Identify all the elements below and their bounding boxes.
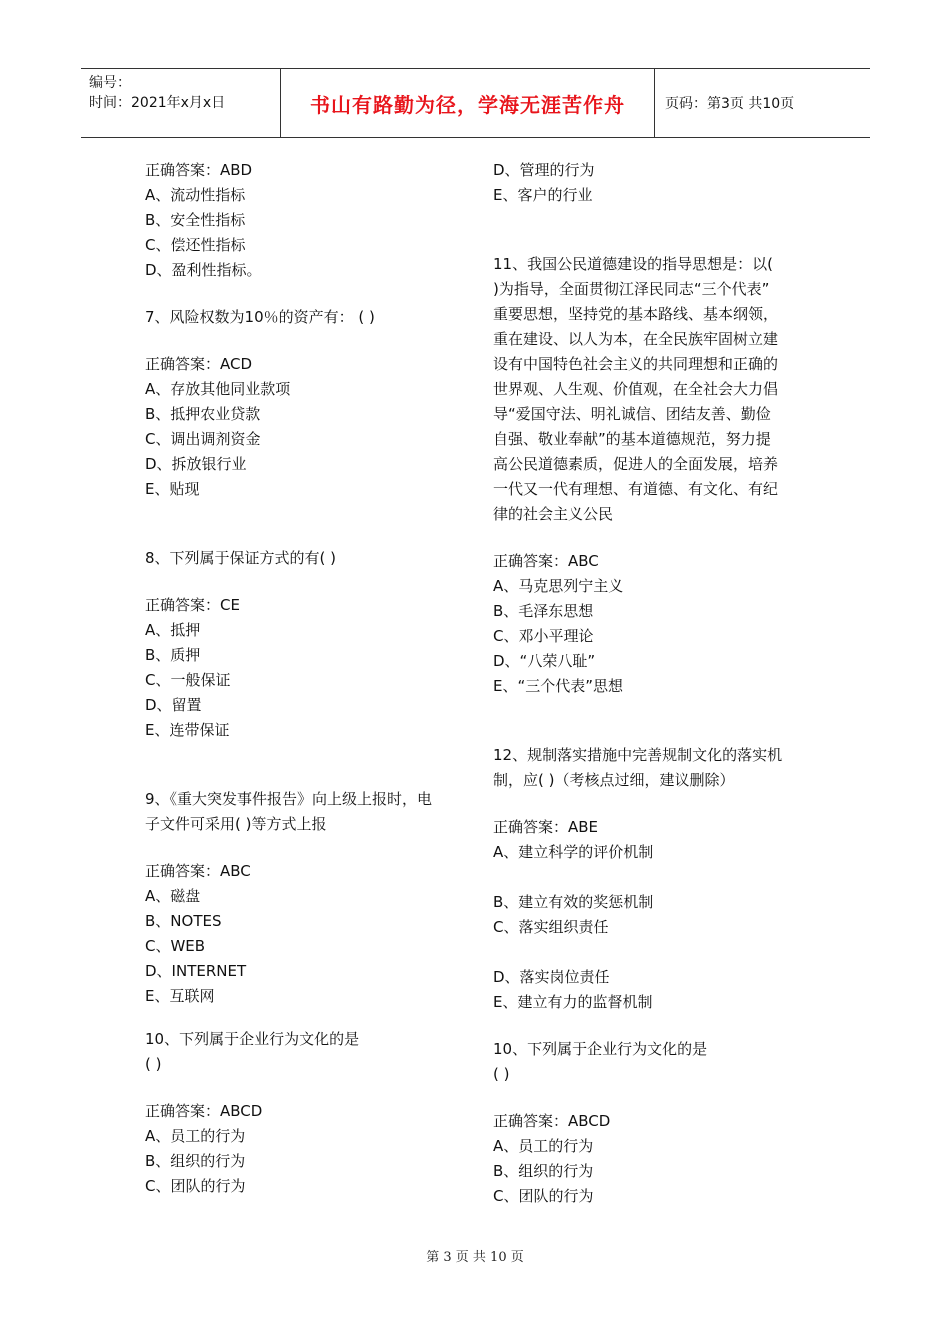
option-e: E、连带保证 xyxy=(145,721,230,739)
option-c: C、WEB xyxy=(145,937,206,955)
question-11 xyxy=(493,252,808,699)
question-text: 10、下列属于企业行为文化的是 xyxy=(145,1030,360,1048)
option-b: B、安全性指标 xyxy=(145,211,246,229)
option-b: B、建立有效的奖惩机制 xyxy=(493,893,654,911)
option-c: C、团队的行为 xyxy=(493,1187,594,1205)
question-8 xyxy=(145,546,465,743)
question-10 xyxy=(145,1027,465,1199)
option-e: E、互联网 xyxy=(145,987,215,1005)
question-text: 11、我国公民道德建设的指导思想是：以( xyxy=(493,255,773,273)
question-text: 12、规制落实措施中完善规制文化的落实机 xyxy=(493,746,783,764)
question-text: 8、下列属于保证方式的有( ) xyxy=(145,549,337,567)
question-text: 子文件可采用( )等方式上报 xyxy=(145,815,327,833)
option-a: A、马克思列宁主义 xyxy=(493,577,624,595)
option-d: D、拆放银行业 xyxy=(145,455,247,473)
option-d: D、留置 xyxy=(145,696,202,714)
question-text: 一代又一代有理想、有道德、有文化、有纪 xyxy=(493,480,779,498)
answer-line: 正确答案：ABC xyxy=(145,862,251,880)
option-a: A、存放其他同业款项 xyxy=(145,380,291,398)
option-c: C、一般保证 xyxy=(145,671,231,689)
right-column xyxy=(493,158,808,1209)
question-text: 世界观、人生观、价值观，在全社会大力倡 xyxy=(493,380,779,398)
option-a: A、磁盘 xyxy=(145,887,201,905)
question-text: 高公民道德素质，促进人的全面发展，培养 xyxy=(493,455,779,473)
question-text: 10、下列属于企业行为文化的是 xyxy=(493,1040,708,1058)
question-text: 重在建设、以人为本，在全民族牢固树立建 xyxy=(493,330,779,348)
option-b: B、组织的行为 xyxy=(493,1162,594,1180)
option-b: B、质押 xyxy=(145,646,201,664)
question-text: 制，应( )（考核点过细，建议删除） xyxy=(493,771,735,789)
question-7 xyxy=(145,305,465,502)
answer-line: 正确答案：ABC xyxy=(493,552,599,570)
header-meta xyxy=(81,69,281,137)
option-b: B、NOTES xyxy=(145,912,222,930)
question-text: 律的社会主义公民 xyxy=(493,505,614,523)
option-c: C、落实组织责任 xyxy=(493,918,609,936)
option-a: A、建立科学的评价机制 xyxy=(493,843,654,861)
question-10-repeat xyxy=(493,1037,808,1209)
time-label: 时间：2021年x月x日 xyxy=(89,95,226,111)
page-header xyxy=(81,68,870,138)
question-text: ( ) xyxy=(493,1065,510,1083)
question-text: )为指导，全面贯彻江泽民同志“三个代表” xyxy=(493,280,770,298)
question-12 xyxy=(493,743,808,1015)
answer-line: 正确答案：ABE xyxy=(493,818,599,836)
option-a: A、抵押 xyxy=(145,621,201,639)
option-c: C、偿还性指标 xyxy=(145,236,246,254)
answer-line: 正确答案：CE xyxy=(145,596,240,614)
option-c: C、调出调剂资金 xyxy=(145,430,261,448)
option-a: A、流动性指标 xyxy=(145,186,246,204)
question-10-continued xyxy=(493,158,808,208)
question-text: 设有中国特色社会主义的共同理想和正确的 xyxy=(493,355,779,373)
option-e: E、建立有力的监督机制 xyxy=(493,993,653,1011)
answer-line: 正确答案：ABD xyxy=(145,161,253,179)
left-column xyxy=(145,158,465,1199)
question-text: 重要思想，坚持党的基本路线、基本纲领， xyxy=(493,305,779,323)
question-text: 9、《重大突发事件报告》向上级上报时，电 xyxy=(145,790,433,808)
option-e: E、“三个代表”思想 xyxy=(493,677,624,695)
question-text: 导“爱国守法、明礼诚信、团结友善、勤俭 xyxy=(493,405,771,423)
option-d: D、“八荣八耻” xyxy=(493,652,596,670)
answer-line: 正确答案：ABCD xyxy=(145,1102,263,1120)
option-d: D、盈利性指标。 xyxy=(145,261,262,279)
option-d: D、INTERNET xyxy=(145,962,247,980)
question-text: ( ) xyxy=(145,1055,162,1073)
header-page-info: 页码：第3页 共10页 xyxy=(665,96,795,112)
option-e: E、贴现 xyxy=(145,480,200,498)
answer-line: 正确答案：ABCD xyxy=(493,1112,611,1130)
question-text: 7、风险权数为10％的资产有： ( ) xyxy=(145,308,375,326)
option-d: D、落实岗位责任 xyxy=(493,968,610,986)
question-6 xyxy=(145,158,465,283)
option-b: B、毛泽东思想 xyxy=(493,602,594,620)
option-a: A、员工的行为 xyxy=(493,1137,594,1155)
question-text: 自强、敬业奉献”的基本道德规范，努力提 xyxy=(493,430,771,448)
option-b: B、组织的行为 xyxy=(145,1152,246,1170)
page-footer: 第 3 页 共 10 页 xyxy=(426,1250,524,1265)
header-slogan: 书山有路勤为径，学海无涯苦作舟 xyxy=(281,69,655,137)
number-label: 编号： xyxy=(89,75,131,91)
question-9 xyxy=(145,787,465,1009)
option-a: A、员工的行为 xyxy=(145,1127,246,1145)
option-c: C、团队的行为 xyxy=(145,1177,246,1195)
option-d: D、管理的行为 xyxy=(493,161,595,179)
option-b: B、抵押农业贷款 xyxy=(145,405,261,423)
option-c: C、邓小平理论 xyxy=(493,627,594,645)
answer-line: 正确答案：ACD xyxy=(145,355,253,373)
option-e: E、客户的行业 xyxy=(493,186,593,204)
